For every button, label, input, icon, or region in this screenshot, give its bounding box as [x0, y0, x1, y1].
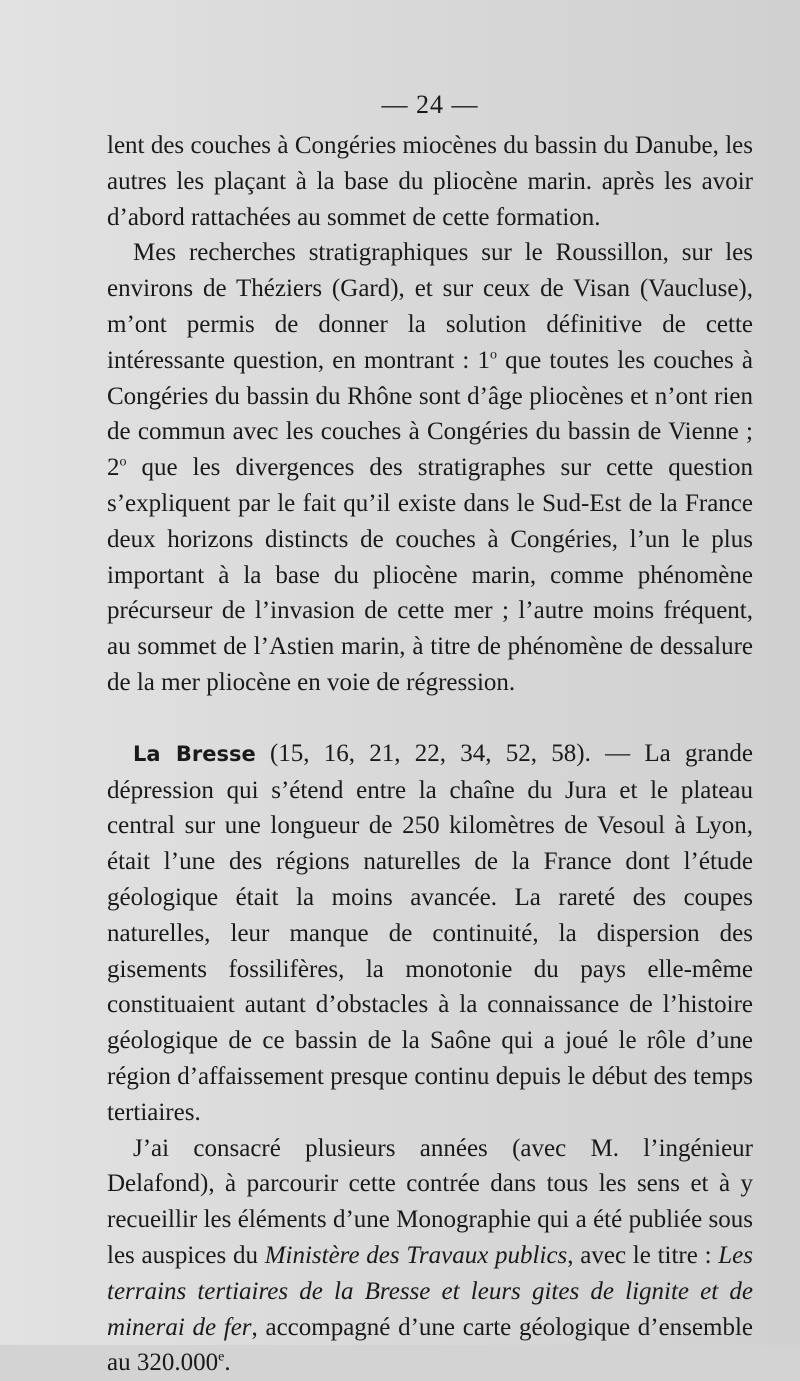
body-text [107, 128, 753, 1381]
superscript-mark: e [218, 1349, 225, 1365]
section-heading: La Bresse [133, 741, 256, 766]
paragraph-text: (15, 16, 21, 22, 34, 52, 58). — La grande dépression qui s’étend entre la chaîne du Jura et le plateau central sur une longueur de 250 kilomètres de Vesoul à Lyon, était l’une des régions naturelles de la France dont l’étude géologique était la moins avancée. La rareté des coupes naturelles, leur manque de continuité, la dispersion des gisements fossilifères, la monotonie du pays elle-même constituaient autant d’obstacles à la connaissance de l’histoire géologique de ce bassin de la Saône qui a joué le rôle d’une région d’affaissement presque continu depuis le début des temps tertiaires. [107, 739, 753, 1126]
italic-title: Ministère des Travaux publics [264, 1241, 568, 1269]
paragraph-continuation: lent des couches à Congéries miocènes du bassin du Danube, les autres les plaçant à la base du pliocène marin. après les avoir d’abord rattachées au sommet de cette formation. [107, 132, 753, 231]
paragraph-text: que les divergences des stratigraphes sur cette question s’expliquent par le fait qu’il existe dans le Sud-Est de la France deux horizons distincts de couches à Congéries, l’un le plus important à la base du pliocène marin, comme phénomène précurseur de l’invasion de cette mer ; l’autre moins fréquent, au sommet de l’Astien marin, à titre de phénomène de dessalure de la mer pliocène en voie de régression. [107, 454, 753, 696]
paragraph-text: . [224, 1349, 231, 1377]
paragraph-monographie [107, 1131, 753, 1381]
page-number: — 24 — [381, 90, 479, 119]
paragraph-text: , accompagné d’une carte géologique d’ensemble au 320.000 [107, 1313, 753, 1377]
italic-title: Les terrains tertiaires de la Bresse et leurs gites de lignite et de minerai de fer [107, 1241, 753, 1341]
ordinal-mark: o [119, 454, 127, 470]
paragraph-text: Mes recherches stratigraphiques sur le Roussillon, sur les environs de Théziers (Gard), et sur ceux de Visan (Vaucluse), m’ont permis de donner la solution définitive de cette intéressante question, en montrant : 1 [107, 239, 753, 374]
paragraph-la-bresse [107, 736, 753, 1131]
paragraph-text: , avec le titre : [567, 1241, 719, 1269]
paragraph-text: que toutes les couches à Congéries du bassin du Rhône sont d’âge pliocènes et n’ont rien de commun avec les couches à Congéries du bassin de Vienne ; 2 [107, 346, 753, 482]
paragraph-text: J’ai consacré plusieurs années (avec M. l’ingénieur Delafond), à parcourir cette contrée dans tous les sens et à y recueillir les éléments d’une Monographie qui a été publiée sous les auspices du [107, 1134, 753, 1269]
ordinal-mark: o [490, 347, 498, 363]
paragraph-roussillon [107, 235, 753, 700]
